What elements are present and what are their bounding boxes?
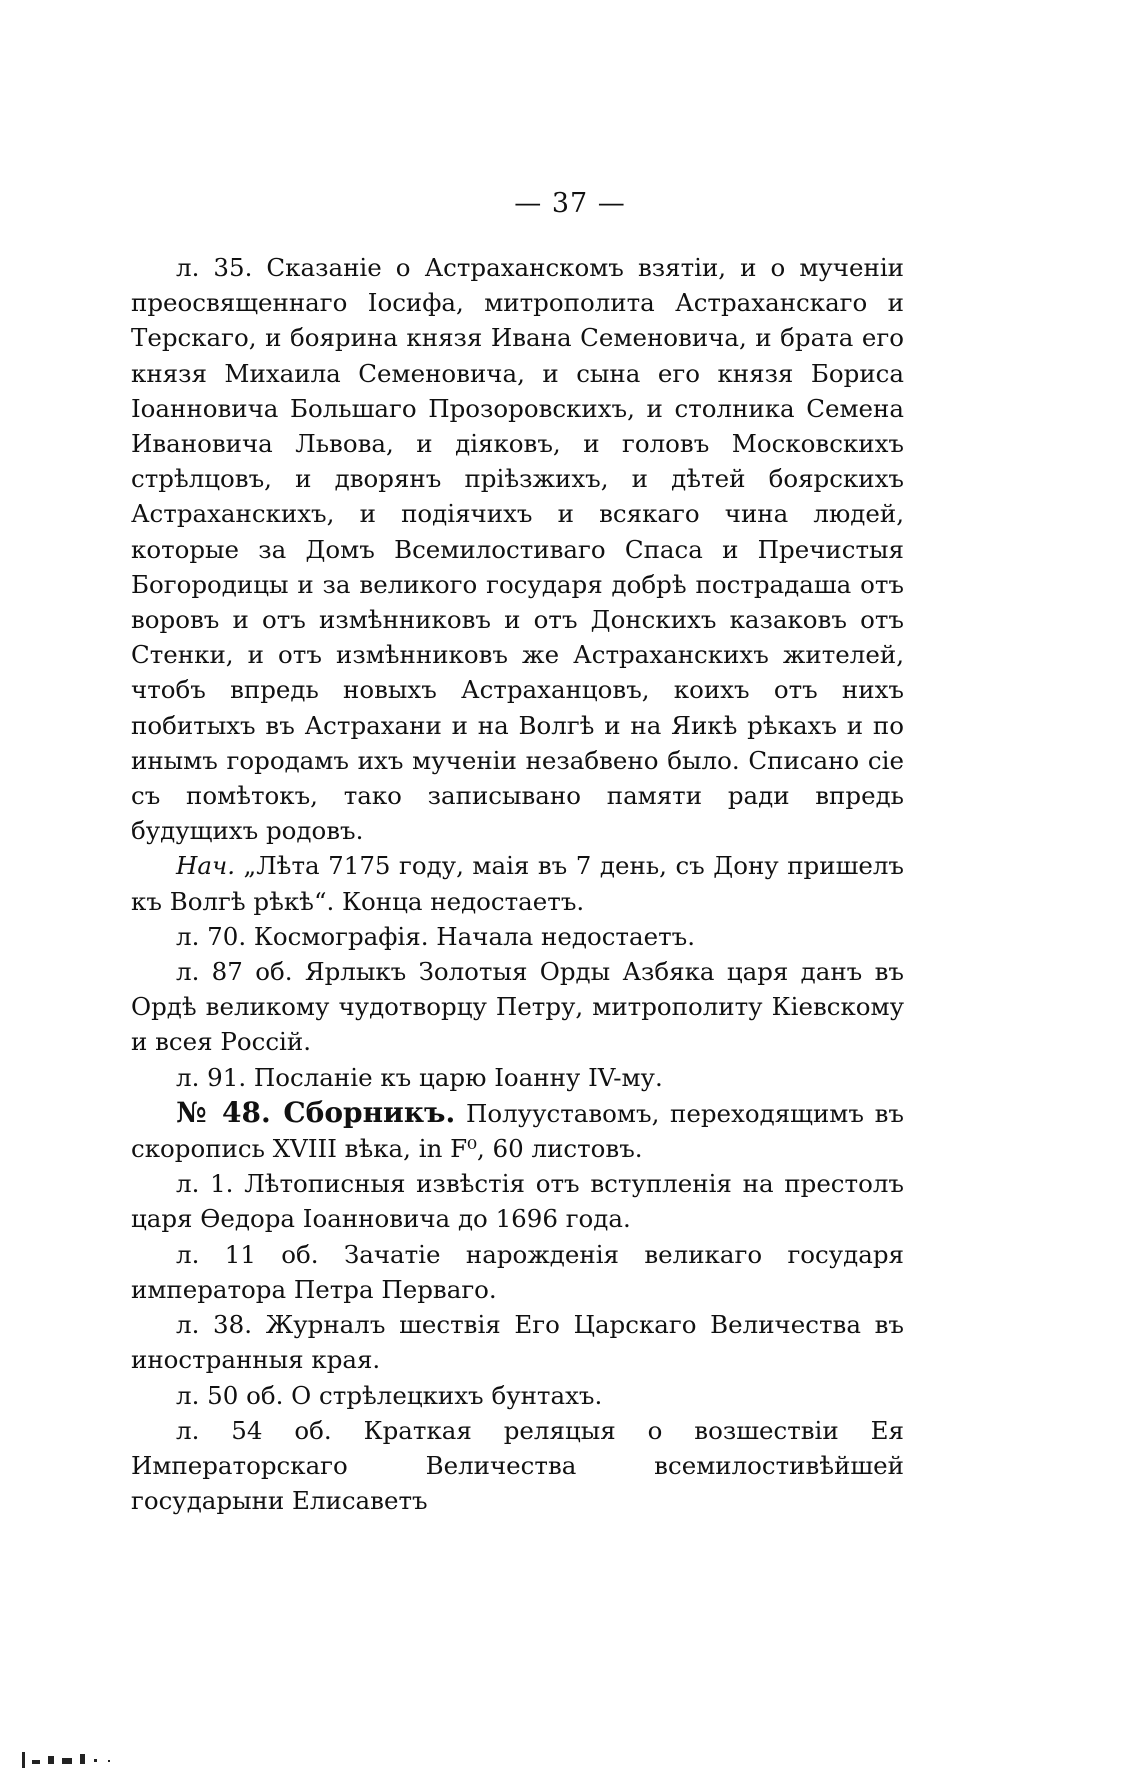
entry-paragraph: л. 11 об. Зачатіе нарожденія великаго государя императора Петра Перваго. [131,1239,904,1304]
entry-paragraph: л. 1. Лѣтописныя извѣстія отъ вступленія на престолъ царя Ѳедора Іоанновича до 1696 года. [131,1169,904,1234]
entry-paragraph: л. 70. Космографія. Начала недостаетъ. [176,921,696,951]
speck-mark [22,1752,25,1768]
scan-specks [22,1748,172,1768]
speck-mark [48,1756,54,1764]
entry-paragraph: л. 38. Журналъ шествія Его Царскаго Величества въ иностранныя края. [131,1310,904,1375]
page-number: — 37 — [514,188,626,219]
entry-paragraph: л. 35. Сказаніе о Астраханскомъ взятіи, и о мученіи преосвященнаго Іосифа, митрополита Астраханскаго и Терскаго, и боярина князя Ивана Семеновича, и брата его князя Михаила Семеновича, и сына его князя Бориса Іоанновича Большаго Прозоровскихъ, и столника Семена Ивановича Львова, и діяковъ, и головъ Московскихъ стрѣлцовъ, и дворянъ пріѣзжихъ, и дѣтей боярскихъ Астраханскихъ, и подіячихъ и всякаго чина людей, которые за Домъ Всемилостиваго Спаса и Пречистыя Богородицы и за великого государя добрѣ пострадаша отъ воровъ и отъ измѣнниковъ и отъ Донскихъ казаковъ отъ Стенки, и отъ измѣнниковъ же Астраханскихъ жителей, чтобъ впредь новыхъ Астраханцовъ, коихъ отъ нихъ побитыхъ въ Астрахани и на Волгѣ и на Яикѣ рѣкахъ и по инымъ городамъ ихъ мученіи незабвено было. Списано сіе съ помѣтокъ, тако записывано памяти ради впредь будущихъ родовъ. [131,253,904,846]
section-heading-paragraph [131,1095,904,1166]
speck-mark [108,1760,110,1762]
text-body [131,250,904,1518]
incipit-label: Нач. [176,851,236,881]
section-description: Полууставомъ, переходящимъ въ скоропись XVIII вѣка, in F⁰, 60 листовъ. [131,1098,904,1164]
entry-paragraph: л. 50 об. О стрѣлецкихъ бунтахъ. [176,1380,603,1410]
entry-paragraph: л. 87 об. Ярлыкъ Золотыя Орды Азбяка царя данъ въ Ордѣ великому чудотворцу Петру, митрополиту Кіевскому и всея Россій. [131,957,904,1057]
speck-mark [32,1760,40,1764]
speck-mark [94,1759,97,1762]
entry-paragraph: л. 91. Посланіе къ царю Іоанну IV-му. [176,1062,663,1092]
incipit-paragraph [131,848,904,918]
incipit-text: „Лѣта 7175 году, маія въ 7 день, съ Дону пришелъ къ Волгѣ рѣкѣ“. Конца недостаетъ. [131,851,904,916]
entry-paragraph: л. 54 об. Краткая реляцыя о возшествіи Ея Императорскаго Величества всемилостивѣйшей государыни Елисаветъ [131,1415,904,1516]
speck-mark [62,1758,72,1764]
section-heading: № 48. Сборникъ. [176,1095,456,1129]
speck-mark [80,1754,85,1764]
